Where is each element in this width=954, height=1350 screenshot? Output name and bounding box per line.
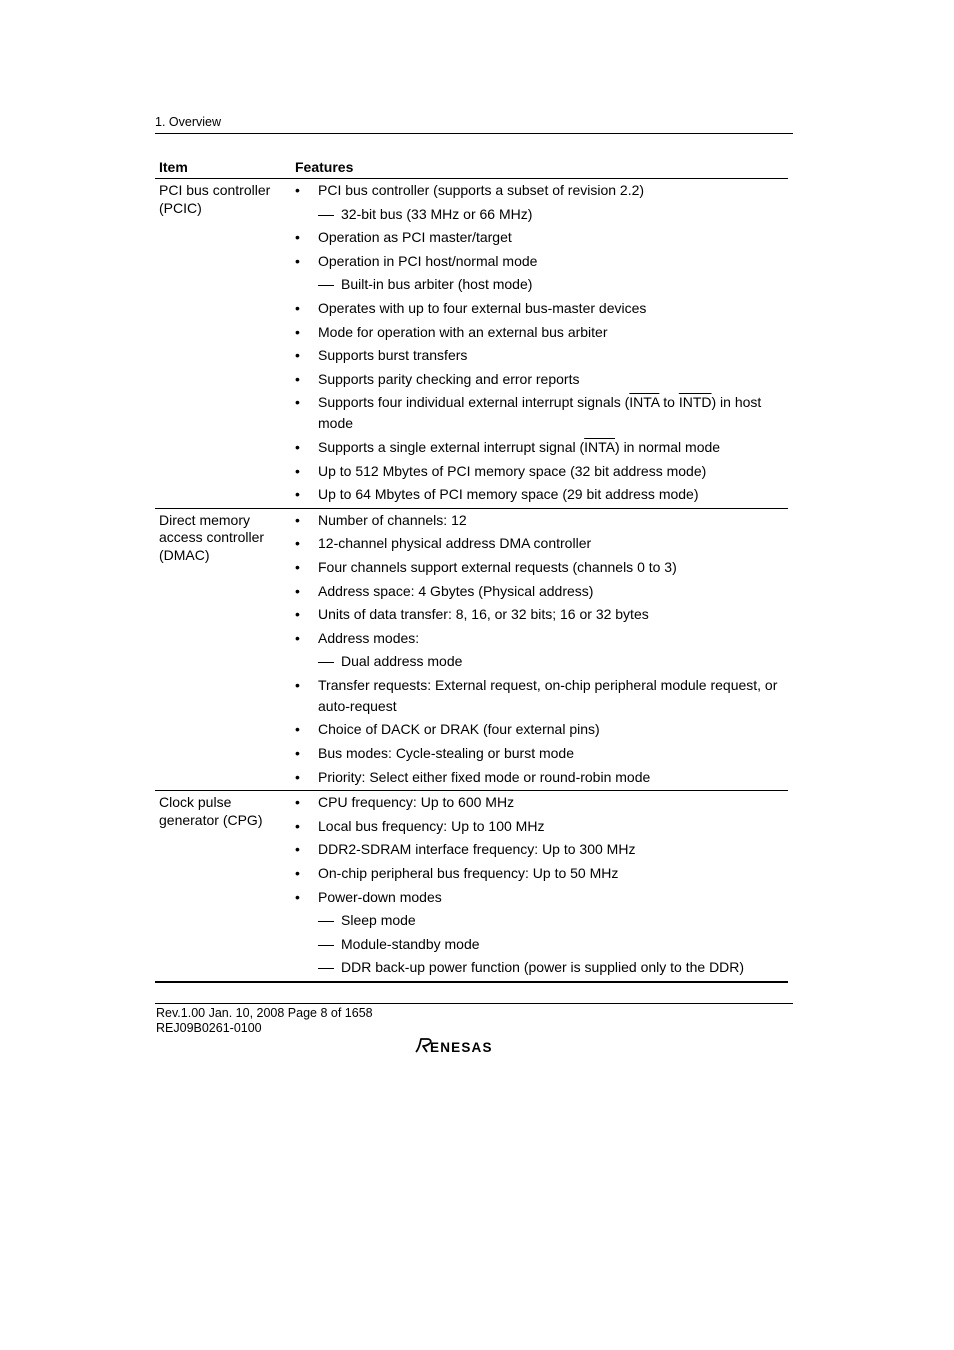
feature-bullet: • Address space: 4 Gbytes (Physical address) [295,581,788,602]
feature-subitem: Dual address mode [295,651,788,672]
item-name [155,179,295,508]
renesas-logo [414,1036,534,1061]
feature-text: ) in host mode [318,394,762,432]
feature-bullet: • Up to 64 Mbytes of PCI memory space (29 bit address mode) [295,484,788,505]
item-name-line: (DMAC) [159,546,210,563]
signal-name: INTD [678,394,712,411]
renesas-logo-icon [414,1036,534,1056]
feature-bullet: • PCI bus controller (supports a subset of revision 2.2) [295,180,788,201]
svg-text:ENESAS: ENESAS [430,1040,493,1055]
table-row [155,509,788,792]
table-header [155,158,788,179]
feature-bullet: • DDR2-SDRAM interface frequency: Up to 300 MHz [295,839,788,860]
column-header-features: Features [295,159,354,175]
feature-bullet: • Operates with up to four external bus-master devices [295,298,788,319]
item-name-line: access controller [159,529,265,546]
feature-list [295,179,788,508]
feature-bullet: • Local bus frequency: Up to 100 MHz [295,816,788,837]
features-table [155,158,788,983]
signal-name: INTA [629,394,660,411]
feature-subitem: Built-in bus arbiter (host mode) [295,274,788,295]
feature-bullet: • Address modes: [295,628,788,649]
feature-bullet: • Four channels support external requests (channels 0 to 3) [295,557,788,578]
item-name-line: Clock pulse [159,794,232,811]
feature-subitem: 32-bit bus (33 MHz or 66 MHz) [295,204,788,225]
feature-bullet: • 12-channel physical address DMA controller [295,533,788,554]
feature-list [295,791,788,981]
feature-text: ) in normal mode [615,438,721,455]
feature-bullet: • Up to 512 Mbytes of PCI memory space (32 bit address mode) [295,461,788,482]
feature-bullet: • Bus modes: Cycle-stealing or burst mode [295,743,788,764]
item-name-line: Direct memory [159,511,251,528]
feature-text: to [659,394,679,411]
table-body [155,179,788,983]
feature-list [295,509,788,791]
header-rule [155,133,793,134]
feature-bullet: • Supports parity checking and error reports [295,369,788,390]
feature-bullet: • Mode for operation with an external bus arbiter [295,322,788,343]
column-header-item: Item [159,159,188,175]
table-row [155,179,788,509]
item-name [155,509,295,791]
feature-bullet: • Transfer requests: External request, on-chip peripheral module request, or auto-request [295,675,788,717]
feature-bullet: • Supports burst transfers [295,345,788,366]
feature-subitem: Sleep mode [295,910,788,931]
feature-bullet: • Units of data transfer: 8, 16, or 32 bits; 16 or 32 bytes [295,604,788,625]
feature-bullet: • Operation as PCI master/target [295,227,788,248]
feature-text: Supports four individual external interrupt signals ( [318,394,630,411]
section-header: 1. Overview [155,115,221,129]
revision-info: Rev.1.00 Jan. 10, 2008 Page 8 of 1658 [156,1006,373,1020]
item-name-line: generator (CPG) [159,811,263,828]
feature-bullet: • Operation in PCI host/normal mode [295,251,788,272]
feature-subitem: DDR back-up power function (power is supplied only to the DDR) [295,957,788,978]
feature-bullet [295,392,788,434]
feature-subitem: Module-standby mode [295,934,788,955]
feature-bullet: • CPU frequency: Up to 600 MHz [295,792,788,813]
feature-bullet: • Power-down modes [295,887,788,908]
item-name [155,791,295,981]
feature-bullet [295,437,788,458]
footer-rule [155,1003,793,1004]
signal-name: INTA [584,438,616,455]
feature-bullet: • Priority: Select either fixed mode or round-robin mode [295,767,788,788]
item-name-line: PCI bus controller [159,182,271,198]
feature-bullet: • Choice of DACK or DRAK (four external pins) [295,719,788,740]
feature-text: Supports a single external interrupt signal ( [318,438,585,455]
document-number: REJ09B0261-0100 [156,1021,262,1035]
item-name-line: (PCIC) [159,199,202,216]
feature-bullet: • On-chip peripheral bus frequency: Up to 50 MHz [295,863,788,884]
feature-bullet: • Number of channels: 12 [295,510,788,531]
table-row [155,791,788,983]
